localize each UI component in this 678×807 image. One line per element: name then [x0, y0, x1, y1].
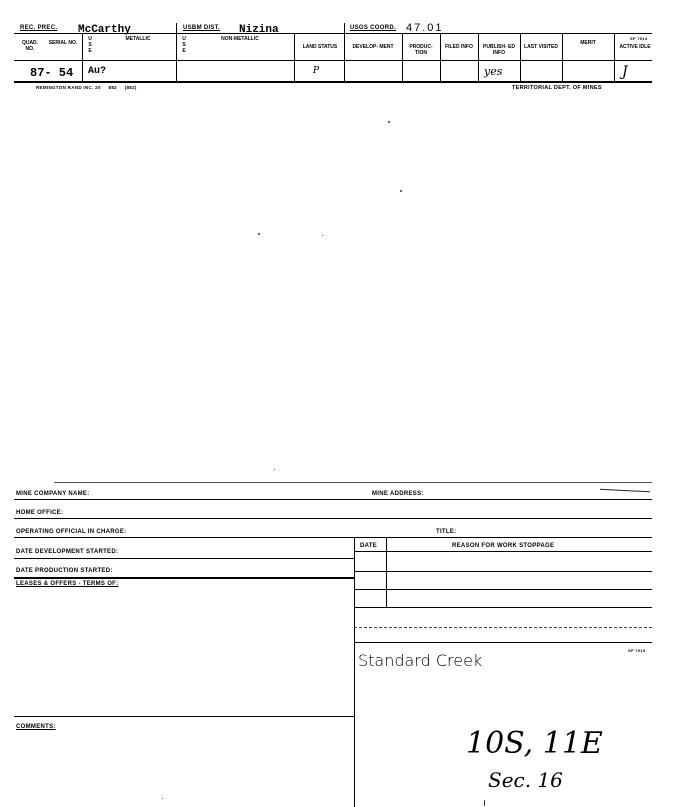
rule-home-office: [14, 518, 652, 519]
value-land-status: P: [313, 66, 320, 76]
mine-company-label: MINE COMPANY NAME:: [16, 491, 90, 497]
col-quad-no: QUAD. NO.: [21, 40, 39, 52]
col-line-2: [176, 33, 177, 81]
form-code-bottom: SP 7915: [628, 648, 646, 653]
rule-table-row-3: [354, 607, 652, 608]
rec-prec-value: McCarthy: [78, 24, 131, 36]
col-serial-no: SERIAL NO.: [48, 40, 78, 46]
form-code-top: SP 7914: [630, 36, 648, 41]
table-left-border: [354, 537, 355, 807]
col-filed-info: FILED INFO: [445, 44, 473, 50]
usbm-dist-value: Nizina: [239, 24, 279, 36]
mine-address-label: MINE ADDRESS:: [372, 491, 424, 497]
date-col-header: DATE: [360, 543, 378, 549]
col-line-9: [562, 33, 563, 81]
rule-table-header: [354, 551, 652, 552]
title-label: TITLE:: [436, 529, 457, 535]
col-line-10: [614, 33, 615, 81]
col-use-nonmetallic: U S E: [182, 36, 186, 54]
col-line-5: [402, 33, 403, 81]
pen-stroke: [600, 489, 650, 493]
usgs-coord-label: USGS COORD.: [350, 25, 396, 31]
rule-mine-company: [14, 499, 652, 500]
rule-table-row-5: [354, 642, 652, 643]
reason-col-header: REASON FOR WORK STOPPAGE: [452, 543, 555, 549]
col-line-1: [82, 33, 83, 81]
rule-top-2: [14, 60, 652, 61]
comments-label: COMMENTS:: [16, 724, 56, 730]
col-non-metallic: NON-METALLIC: [221, 36, 259, 42]
rule-table-row-1: [354, 571, 652, 572]
col-last-visited: LAST VISITED: [524, 44, 558, 50]
usgs-coord-value: 47.01: [406, 22, 444, 34]
handwritten-location: 10S, 11E: [466, 726, 603, 761]
rule-bottom-top: [54, 482, 652, 483]
rule-comments: [14, 716, 354, 717]
col-use-metallic: U S E: [88, 36, 92, 54]
printer-line: REMINGTON RAND INC. 20 882 (882): [36, 85, 137, 90]
rule-table-row-4: [354, 627, 652, 628]
rule-top-3: [14, 81, 652, 83]
rule-date-production: [14, 577, 354, 579]
rule-top-1: [14, 33, 652, 34]
col-development: DEVELOP- MENT: [352, 44, 394, 50]
col-production: PRODUC- TION: [409, 44, 433, 56]
value-quad-serial: 87- 54: [30, 66, 74, 80]
top-card: [0, 0, 678, 100]
scan-speck: [258, 233, 260, 235]
rule-date-development: [14, 558, 354, 559]
date-production-label: DATE PRODUCTION STARTED:: [16, 568, 113, 574]
scan-speck: [400, 190, 402, 192]
col-line-6: [440, 33, 441, 81]
col-merit: MERIT: [580, 40, 596, 46]
leases-label: LEASES & OFFERS - TERMS OF:: [16, 581, 119, 587]
col-metallic: METALLIC: [125, 36, 151, 42]
scan-speck: [322, 235, 323, 236]
date-development-label: DATE DEVELOPMENT STARTED:: [16, 549, 119, 555]
handwritten-section: Sec. 16: [488, 768, 563, 792]
rec-prec-label: REC. PREC.: [20, 25, 58, 31]
vsep-r1-a: [176, 23, 177, 33]
rule-table-row-2: [354, 589, 652, 590]
col-line-8: [520, 33, 521, 81]
home-office-label: HOME OFFICE:: [16, 510, 64, 516]
value-published-info: yes: [484, 65, 503, 78]
rule-operating-official: [14, 537, 652, 538]
usbm-dist-label: USBM DIST.: [183, 25, 221, 31]
vsep-r1-b: [344, 23, 345, 33]
territorial-dept: TERRITORIAL DEPT. OF MINES: [512, 85, 602, 91]
date-col-border: [386, 537, 387, 607]
col-line-3: [294, 33, 295, 81]
col-line-7: [478, 33, 479, 81]
scan-speck: [388, 121, 390, 123]
bottom-card: [0, 470, 678, 807]
scan-speck: [484, 800, 485, 806]
col-land-status: LAND STATUS: [302, 44, 338, 50]
value-active-idle: J: [622, 64, 628, 80]
value-metallic: Au?: [88, 66, 107, 77]
handwritten-name: Standard Creek: [358, 651, 483, 670]
col-published-info: PUBLISH- ED INFO: [483, 44, 515, 56]
col-line-4: [344, 33, 345, 81]
operating-official-label: OPERATING OFFICIAL IN CHARGE:: [16, 529, 127, 535]
col-active-idle: ACTIVE IDLE: [619, 44, 651, 50]
scan-speck: [162, 798, 163, 799]
